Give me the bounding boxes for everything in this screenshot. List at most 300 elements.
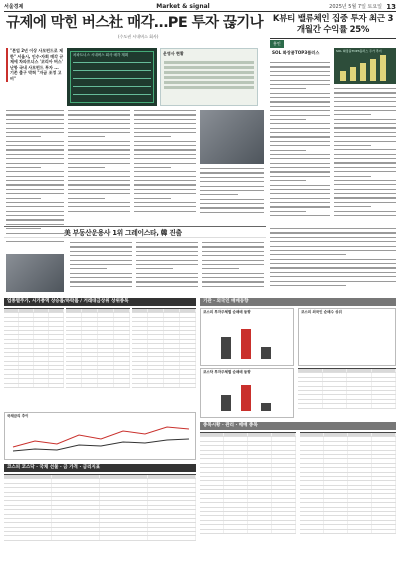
table-cell (300, 494, 324, 497)
table-cell (132, 384, 148, 387)
top-headline: 규제에 막힌 버스社 매각…PE 투자 끊기나 (6, 15, 264, 31)
table-cell (248, 525, 272, 528)
table-cell (98, 370, 114, 373)
table-cell (19, 335, 34, 338)
table-cell (148, 357, 164, 360)
table-cell (98, 340, 114, 343)
table-cell (4, 510, 52, 513)
table-cell (347, 378, 372, 381)
issue-date: 2025년 5월 7일 토요일 (329, 4, 382, 10)
text-line (334, 176, 371, 177)
table-cell (4, 313, 19, 316)
table-cell (148, 344, 164, 347)
table-cell (372, 391, 397, 394)
market-table (66, 308, 130, 408)
table-cell (66, 366, 82, 369)
text-line (200, 194, 238, 195)
table-cell (114, 340, 130, 343)
text-line (270, 84, 330, 85)
table-cell (348, 499, 372, 502)
table-cell (224, 516, 248, 519)
text-line (270, 80, 330, 81)
table-cell (52, 528, 100, 531)
article-column (334, 88, 396, 222)
text-line (68, 211, 130, 212)
table-cell (224, 468, 248, 471)
publication-name: 서울경제 (4, 4, 24, 10)
text-line (6, 163, 64, 164)
text-line (270, 246, 396, 247)
text-line (136, 260, 198, 261)
text-line (68, 163, 130, 164)
table-cell (200, 437, 224, 440)
table-cell (300, 490, 324, 493)
chart-bar (221, 395, 231, 411)
table-cell (82, 384, 98, 387)
text-line (68, 149, 130, 150)
text-line (270, 110, 330, 111)
table-cell (248, 433, 272, 436)
article-column (270, 228, 396, 292)
text-line (270, 237, 396, 238)
table-cell (300, 459, 324, 462)
table-cell (34, 362, 49, 365)
text-line (200, 190, 264, 191)
table-cell (272, 530, 296, 533)
table-cell (19, 366, 34, 369)
masthead (4, 2, 396, 12)
table-cell (98, 327, 114, 330)
table-cell (348, 481, 372, 484)
rate-line (5, 413, 195, 459)
table-cell (224, 521, 248, 524)
text-line (334, 106, 396, 107)
table-cell (132, 313, 148, 316)
table-cell (66, 375, 82, 378)
text-line (334, 158, 396, 159)
table-cell (148, 366, 164, 369)
text-line (270, 163, 330, 164)
table-cell (4, 497, 52, 500)
table-cell (180, 344, 196, 347)
graphic-line (73, 86, 151, 87)
text-line (334, 132, 396, 133)
text-line (6, 198, 41, 199)
text-line (68, 180, 130, 181)
text-line (134, 176, 196, 177)
text-line (270, 272, 396, 273)
table-cell (324, 512, 348, 515)
table-cell (82, 309, 98, 312)
table-cell (323, 369, 348, 372)
table-cell (66, 340, 82, 343)
table-cell (224, 490, 248, 493)
table-cell (82, 379, 98, 382)
text-line (270, 241, 396, 242)
table-cell (148, 370, 164, 373)
text-line (6, 128, 64, 129)
text-line (134, 110, 196, 111)
table-cell (224, 451, 248, 454)
table-cell (66, 309, 82, 312)
text-line (136, 242, 198, 243)
table-cell (100, 515, 148, 518)
article-column (200, 168, 264, 220)
text-line (334, 114, 371, 115)
table-cell (248, 481, 272, 484)
table-cell (148, 379, 164, 382)
table-cell (200, 468, 224, 471)
table-cell (372, 503, 396, 506)
table-cell (66, 357, 82, 360)
text-line (70, 277, 132, 278)
table-cell (19, 357, 34, 360)
text-line (68, 114, 130, 115)
table-cell (4, 331, 19, 334)
table-cell (323, 382, 348, 385)
table-cell (49, 309, 64, 312)
kospi-flow-chart (200, 308, 294, 366)
table-cell (300, 455, 324, 458)
kosdaq-flow-chart (200, 368, 294, 418)
table-cell (132, 349, 148, 352)
table-cell (248, 455, 272, 458)
table-row (298, 404, 396, 408)
table-cell (348, 530, 372, 533)
table-cell (4, 528, 52, 531)
table-cell (324, 516, 348, 519)
table-cell (248, 499, 272, 502)
text-line (334, 184, 396, 185)
table-cell (66, 318, 82, 321)
table-cell (19, 313, 34, 316)
table-cell (100, 479, 148, 482)
table-cell (52, 515, 100, 518)
graphic-line (73, 62, 151, 63)
table-cell (132, 331, 148, 334)
table-cell (4, 506, 52, 509)
text-line (270, 88, 306, 89)
text-line (200, 181, 264, 182)
table-cell (300, 446, 324, 449)
text-line (200, 212, 264, 213)
text-line (136, 246, 198, 247)
table-cell (49, 327, 64, 330)
table-cell (372, 455, 396, 458)
table-cell (82, 357, 98, 360)
table-cell (272, 508, 296, 511)
table-cell (348, 437, 372, 440)
table-cell (148, 322, 164, 325)
table-cell (200, 503, 224, 506)
table-cell (19, 344, 34, 347)
table-cell (323, 400, 348, 403)
text-line (270, 150, 306, 151)
table-cell (272, 433, 296, 436)
text-line (270, 250, 396, 251)
table-cell (180, 340, 196, 343)
table-cell (98, 309, 114, 312)
graphic-table-row (164, 86, 254, 89)
table-cell (148, 318, 164, 321)
text-line (270, 263, 396, 264)
text-line (134, 198, 171, 199)
table-cell (4, 384, 19, 387)
stock-section-header: 종목시황 · 관리 · 매매 종목 (200, 422, 396, 430)
table-cell (4, 327, 19, 330)
table-cell (272, 473, 296, 476)
text-line (70, 273, 132, 274)
table-cell (272, 455, 296, 458)
text-line (134, 193, 196, 194)
bottom-section-header: 코스피 코스닥 · 국채 선물 · 금 가격 · 금리지표 (4, 464, 196, 472)
section-name: Market & signal (156, 3, 210, 10)
text-line (270, 71, 330, 72)
article-column (270, 62, 330, 222)
investor-table (298, 368, 396, 418)
text-line (6, 119, 64, 120)
table-cell (98, 379, 114, 382)
table-cell (148, 362, 164, 365)
table-cell (298, 391, 323, 394)
table-cell (348, 516, 372, 519)
table-cell (180, 384, 196, 387)
table-cell (98, 344, 114, 347)
text-line (134, 154, 196, 155)
table-cell (100, 475, 148, 478)
table-cell (372, 512, 396, 515)
text-line (202, 277, 264, 278)
text-line (134, 163, 196, 164)
table-cell (98, 353, 114, 356)
text-line (134, 171, 196, 172)
table-cell (272, 486, 296, 489)
table-cell (224, 464, 248, 467)
text-line (270, 106, 330, 107)
table-cell (347, 391, 372, 394)
table-cell (248, 442, 272, 445)
table-cell (52, 479, 100, 482)
text-line (134, 149, 196, 150)
table-cell (4, 344, 19, 347)
table-cell (148, 523, 196, 526)
graphic-table-row (164, 81, 254, 84)
text-line (334, 145, 371, 146)
table-cell (148, 340, 164, 343)
text-line (270, 211, 306, 212)
text-line (134, 132, 196, 133)
table-cell (164, 309, 180, 312)
text-line (6, 167, 41, 168)
table-cell (323, 387, 348, 390)
table-cell (114, 309, 130, 312)
text-line (136, 255, 198, 256)
table-cell (114, 384, 130, 387)
table-cell (164, 322, 180, 325)
text-line (202, 273, 264, 274)
table-cell (164, 327, 180, 330)
table-cell (347, 382, 372, 385)
text-line (6, 158, 64, 159)
table-cell (200, 433, 224, 436)
table-cell (248, 508, 272, 511)
text-line (134, 128, 196, 129)
table-cell (132, 362, 148, 365)
table-cell (180, 313, 196, 316)
text-line (270, 75, 330, 76)
table-cell (372, 508, 396, 511)
text-line (134, 141, 196, 142)
table-cell (323, 404, 348, 407)
text-line (134, 158, 196, 159)
table-cell (248, 530, 272, 533)
text-line (134, 206, 196, 207)
table-cell (300, 442, 324, 445)
table-cell (180, 318, 196, 321)
table-cell (4, 379, 19, 382)
market-section-header: 업종별주가, 시가총액 상승률/하락률 / 거래대금상위 상위종목 (4, 298, 196, 306)
table-cell (148, 375, 164, 378)
text-line (270, 66, 330, 67)
text-line (134, 145, 196, 146)
text-line (202, 286, 264, 287)
right-chart-label: SOL 화장품TOP3플러스 주가 추이 (336, 49, 382, 53)
table-cell (372, 477, 396, 480)
text-line (6, 184, 64, 185)
table-cell (372, 382, 397, 385)
table-cell (224, 437, 248, 440)
text-line (270, 119, 306, 120)
text-line (134, 180, 196, 181)
table-cell (200, 525, 224, 528)
table-cell (19, 331, 34, 334)
table-cell (4, 353, 19, 356)
table-cell (164, 340, 180, 343)
text-line (270, 254, 346, 255)
text-line (136, 281, 198, 282)
right-chart (334, 48, 396, 84)
table-cell (164, 331, 180, 334)
text-line (270, 215, 330, 216)
table-cell (200, 481, 224, 484)
table-cell (114, 375, 130, 378)
graphic-table-row (164, 66, 254, 69)
table-cell (324, 437, 348, 440)
table-cell (148, 327, 164, 330)
table-cell (148, 506, 196, 509)
text-line (270, 259, 396, 260)
table-cell (114, 327, 130, 330)
text-line (136, 277, 198, 278)
table-cell (164, 313, 180, 316)
table-cell (164, 349, 180, 352)
rate-chart (4, 412, 196, 460)
text-line (334, 193, 396, 194)
table-cell (324, 464, 348, 467)
table-cell (372, 437, 396, 440)
graphic-title: 차파트너스 시내버스 회사 매각 계획 (73, 53, 129, 57)
text-line (68, 189, 130, 190)
table-cell (34, 353, 49, 356)
text-line (70, 255, 132, 256)
table-cell (200, 508, 224, 511)
table-cell (300, 477, 324, 480)
table-cell (348, 455, 372, 458)
table-cell (248, 437, 272, 440)
table-cell (324, 459, 348, 462)
table-cell (180, 349, 196, 352)
table-cell (19, 340, 34, 343)
table-cell (98, 318, 114, 321)
table-cell (200, 464, 224, 467)
table-cell (148, 528, 196, 531)
table-cell (180, 335, 196, 338)
graphic-frame (70, 51, 154, 103)
table-cell (200, 521, 224, 524)
table-cell (4, 375, 19, 378)
table-cell (148, 475, 196, 478)
graphic-line (73, 94, 151, 95)
table-cell (248, 494, 272, 497)
chart-title: 코스피 외국인 순매수 상위 (301, 310, 342, 314)
table-cell (200, 516, 224, 519)
table-cell (4, 366, 19, 369)
article-column (70, 242, 132, 292)
table-cell (100, 506, 148, 509)
table-cell (298, 378, 323, 381)
graphic-line (73, 78, 151, 79)
table-cell (100, 510, 148, 513)
table-cell (114, 335, 130, 338)
table-cell (372, 395, 397, 398)
text-line (202, 268, 239, 269)
table-cell (372, 459, 396, 462)
table-cell (248, 512, 272, 515)
table-cell (4, 475, 52, 478)
table-cell (34, 309, 49, 312)
table-cell (132, 327, 148, 330)
table-cell (132, 375, 148, 378)
table-cell (4, 357, 19, 360)
table-cell (224, 442, 248, 445)
table-cell (324, 468, 348, 471)
text-line (6, 193, 64, 194)
table-cell (98, 349, 114, 352)
graphic-table-row (164, 61, 254, 64)
text-line (270, 176, 330, 177)
text-line (136, 273, 198, 274)
market-table (4, 308, 64, 408)
middle-headline: 美 부동산운용사 1위 그레이스타, 韓 진출 (64, 229, 182, 237)
text-line (200, 172, 264, 173)
table-cell (19, 370, 34, 373)
text-line (68, 171, 130, 172)
table-cell (148, 519, 196, 522)
text-line (270, 141, 330, 142)
table-cell (4, 362, 19, 365)
table-cell (298, 369, 323, 372)
table-cell (82, 327, 98, 330)
table-cell (49, 318, 64, 321)
table-cell (164, 353, 180, 356)
table-cell (372, 521, 396, 524)
table-cell (4, 501, 52, 504)
table-row (132, 384, 196, 388)
text-line (334, 189, 396, 190)
table-cell (132, 370, 148, 373)
text-line (202, 260, 264, 261)
table-cell (4, 493, 52, 496)
